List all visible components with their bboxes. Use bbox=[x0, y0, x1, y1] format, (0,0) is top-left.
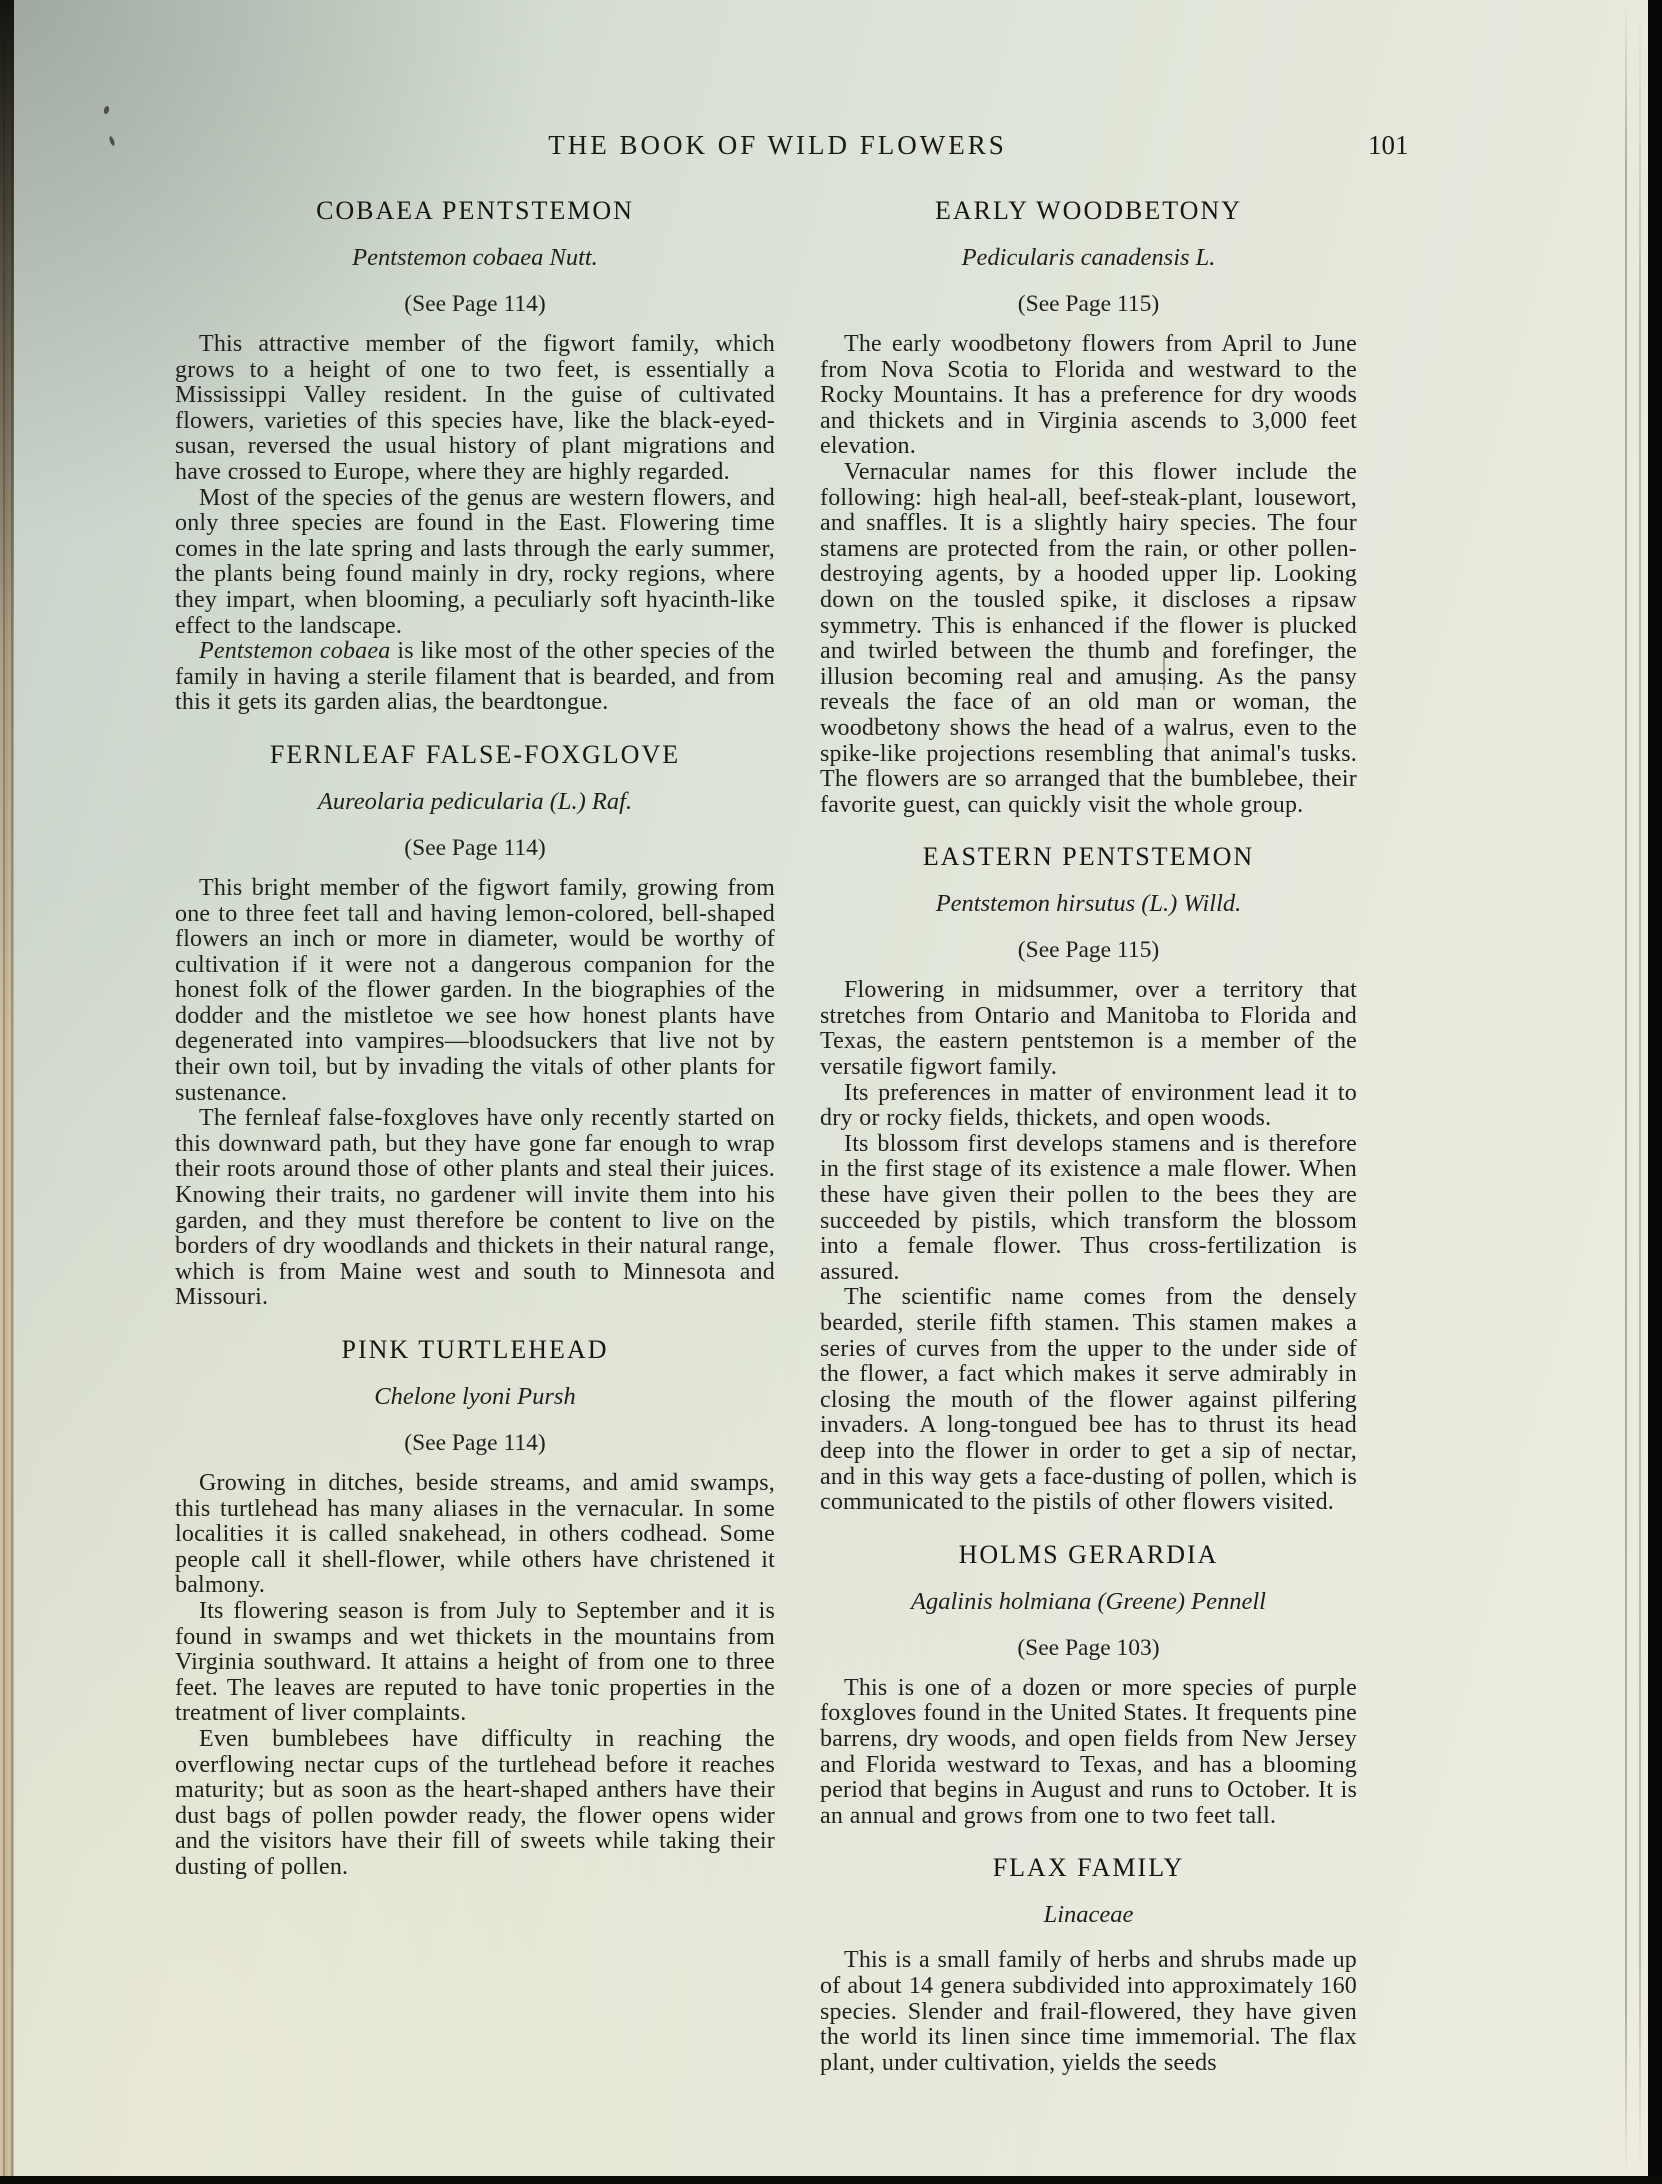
section-latin-name: Pentstemon hirsutus (L.) Willd. bbox=[935, 890, 1242, 918]
paragraph: Even bumblebees have difficulty in reaching the overflowing nectar cups of the turtlehead before it reaches maturity; but as soon as the heart-shaped anthers have their dust bags of pollen powder ready, the flower opens wider and the visitors have their fill of sweets while taking their dusting of pollen. bbox=[175, 1725, 775, 1880]
column-right bbox=[820, 196, 1357, 2076]
section-title: FLAX FAMILY bbox=[992, 1853, 1185, 1883]
section-latin-name: Agalinis holmiana (Greene) Pennell bbox=[911, 1587, 1266, 1615]
ink-speck bbox=[108, 136, 115, 147]
section-title: COBAEA PENTSTEMON bbox=[316, 196, 634, 225]
paragraph: The scientific name comes from the densely bearded, sterile fifth stamen. This stamen makes a series of curves from the upper to the under side of the flower, a fact which makes it serve admirably in closing the mouth of the flower against pilfering invaders. A long-tongued bee has to thrust its head deep into the flower in order to get a sip of nectar, and in this way gets a face-dusting of pollen, which is communicated to the pistils of other flowers visited. bbox=[820, 1284, 1357, 1516]
section-title: PINK TURTLEHEAD bbox=[341, 1335, 609, 1364]
running-head-title: THE BOOK OF WILD FLOWERS bbox=[548, 130, 1007, 160]
paragraph bbox=[175, 639, 775, 716]
section-see-page-ref: (See Page 115) bbox=[1017, 937, 1160, 964]
ink-speck bbox=[103, 106, 110, 115]
section-latin-name: Chelone lyoni Pursh bbox=[374, 1383, 576, 1410]
flower-section bbox=[175, 740, 775, 1311]
flower-section bbox=[820, 842, 1357, 1515]
section-see-page-ref: (See Page 114) bbox=[404, 834, 546, 861]
section-see-page-ref: (See Page 103) bbox=[1017, 1634, 1160, 1661]
section-title: HOLMS GERARDIA bbox=[958, 1539, 1219, 1569]
paragraph: Growing in ditches, beside streams, and amid swamps, this turtlehead has many aliases in the vernacular. In some localities it is called snakehead, in others codhead. Some people call it shell-flower, while others have christened it balmony. bbox=[175, 1470, 775, 1599]
flower-section bbox=[820, 1540, 1357, 1830]
paragraph: This is one of a dozen or more species of purple foxgloves found in the United States. It frequents pine barrens, dry woods, and open fields from New Jersey and Florida westward to Texas, and has a blooming period that begins in August and runs to October. It is an annual and grows from one to two feet tall. bbox=[820, 1674, 1357, 1829]
flower-section bbox=[175, 196, 775, 716]
section-latin-name: Aureolaria pedicularia (L.) Raf. bbox=[317, 787, 633, 815]
paragraph: This is a small family of herbs and shrubs made up of about 14 genera subdivided into approximately 160 species. Slender and frail-flowered, they have given the world its linen since time immemorial. The flax plant, under cultivation, yields the seeds bbox=[820, 1947, 1357, 2076]
section-latin-name: Linaceae bbox=[1043, 1901, 1134, 1929]
book-page-edge-stack bbox=[0, 0, 15, 2180]
flower-section bbox=[820, 1853, 1357, 2076]
paragraph: The fernleaf false-foxgloves have only recently started on this downward path, but they have gone far enough to wrap their roots around those of other plants and steal their juices. Knowing their traits, no gardener will invite them into his garden, and they must therefore be content to live on the borders of dry woodlands and thickets in their natural range, which is from Maine west and south to Minnesota and Missouri. bbox=[175, 1105, 775, 1311]
section-see-page-ref: (See Page 114) bbox=[404, 291, 546, 317]
page-number: 101 bbox=[1368, 130, 1409, 160]
paragraph: The early woodbetony flowers from April to June from Nova Scotia to Florida and westward to the Rocky Mountains. It has a preference for dry woods and thickets and in Virginia ascends to 3,000 feet elevation. bbox=[820, 331, 1357, 460]
flower-section bbox=[175, 1335, 775, 1881]
photo-bottom-border bbox=[0, 2176, 1662, 2184]
paragraph: Its preferences in matter of environment lead it to dry or rocky fields, thickets, and open woods. bbox=[820, 1079, 1357, 1132]
section-title: EARLY WOODBETONY bbox=[935, 196, 1242, 225]
section-title: EASTERN PENTSTEMON bbox=[922, 842, 1255, 872]
paragraph: This attractive member of the figwort family, which grows to a height of one to two feet, is essentially a Mississippi Valley resident. In the guise of cultivated flowers, varieties of this species have, like the black-eyed-susan, reversed the usual history of plant migrations and have crossed to Europe, where they are highly regarded. bbox=[175, 331, 775, 485]
section-latin-name: Pedicularis canadensis L. bbox=[961, 244, 1216, 271]
book-page bbox=[14, 0, 1648, 2178]
margin-mark bbox=[1163, 652, 1165, 690]
column-left bbox=[175, 196, 775, 1881]
section-see-page-ref: (See Page 115) bbox=[1017, 291, 1160, 317]
paragraph: Vernacular names for this flower include the following: high heal-all, beef-steak-plant, lousewort, and snaffles. It is a slightly hairy species. The four stamens are protected from the rain, or other pollen-destroying agents, by a hooded upper lip. Looking down on the tousled spike, it discloses a ripsaw symmetry. This is enhanced if the flower is plucked and twirled between the thumb and forefinger, the illusion becoming real and amusing. As the pansy reveals the face of an old man or woman, the woodbetony shows the head of a walrus, even to the spike-like projections resembling that animal's tusks. The flowers are so arranged that the bumblebee, their favorite guest, can quickly visit the whole group. bbox=[820, 458, 1357, 818]
flower-section bbox=[820, 196, 1357, 818]
section-latin-name: Pentstemon cobaea Nutt. bbox=[352, 244, 598, 271]
paragraph: Flowering in midsummer, over a territory that stretches from Ontario and Manitoba to Florida and Texas, the eastern pentstemon is a member of the versatile figwort family. bbox=[820, 977, 1357, 1081]
paragraph: Most of the species of the genus are western flowers, and only three species are found in the East. Flowering time comes in the late spring and lasts through the early summer, the plants being found mainly in dry, rocky regions, where they impart, when blooming, a peculiarly soft hyacinth-like effect to the landscape. bbox=[175, 484, 775, 639]
section-see-page-ref: (See Page 114) bbox=[404, 1430, 546, 1456]
paragraph: Its blossom first develops stamens and is therefore in the first stage of its existence a male flower. When these have given their pollen to the bees they are succeeded by pistils, which transform the blossom into a female flower. Thus cross-fertilization is assured. bbox=[820, 1130, 1357, 1285]
paragraph: This bright member of the figwort family, growing from one to three feet tall and having lemon-colored, bell-shaped flowers an inch or more in diameter, would be worthy of cultivation if it were not a dangerous companion for the honest folk of the flower garden. In the biographies of the dodder and the mistletoe we see how honest plants have degenerated into vampires—bloodsuckers that live not by their own toil, but by invading the vitals of other plants for sustenance. bbox=[175, 874, 775, 1106]
paragraph: Its flowering season is from July to September and it is found in swamps and wet thickets in the mountains from Virginia southward. It attains a height of from one to three feet. The leaves are reputed to have tonic properties in the treatment of liver complaints. bbox=[175, 1597, 775, 1727]
paragraph-text: is like most of the other species of the family in having a sterile filament that is bearded, and from this it gets its garden alias, the beardtongue. bbox=[175, 638, 775, 716]
section-title: FERNLEAF FALSE-FOXGLOVE bbox=[269, 739, 681, 769]
margin-mark bbox=[1166, 724, 1168, 754]
paragraph-italic-lead: Pentstemon cobaea bbox=[199, 638, 398, 665]
